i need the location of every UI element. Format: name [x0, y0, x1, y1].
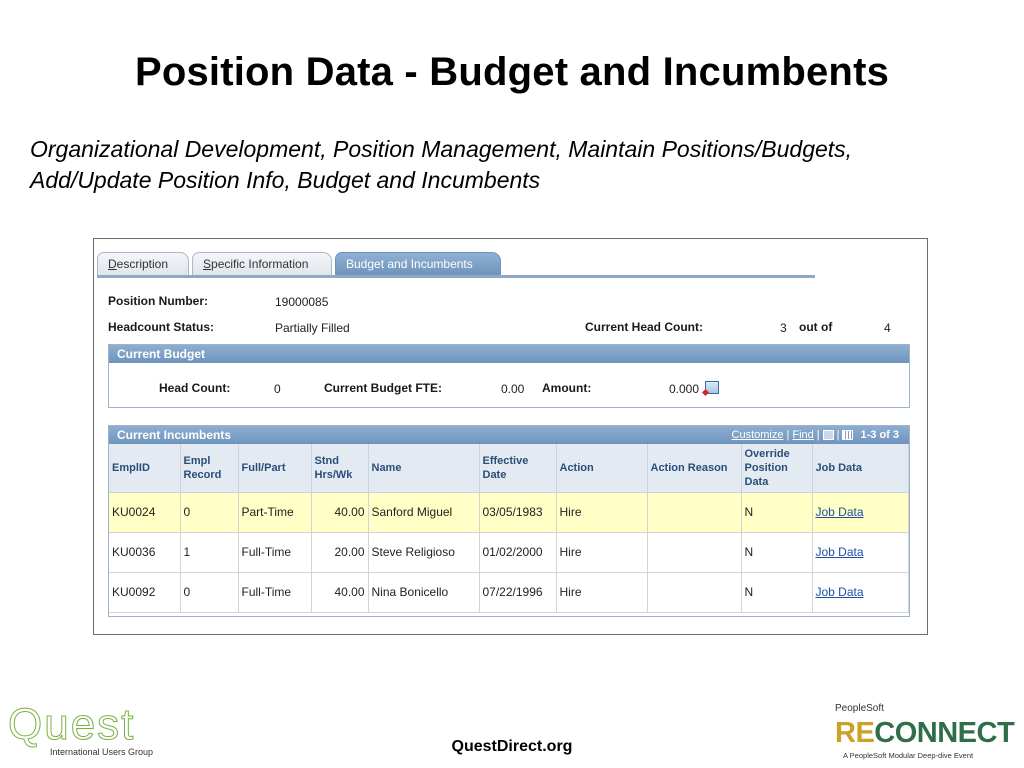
current-budget-box — [108, 344, 910, 408]
cell-action: Hire — [556, 492, 647, 532]
cell-action-reason — [647, 572, 741, 612]
cell-name: Sanford Miguel — [368, 492, 479, 532]
budget-amount-value: 0.000 — [669, 382, 700, 396]
cell-empl-record: 1 — [180, 532, 238, 572]
cell-empl-record: 0 — [180, 572, 238, 612]
col-emplid: EmplID — [109, 444, 180, 492]
cell-job-data — [812, 572, 909, 612]
nav-separator: | — [816, 429, 820, 441]
view-all-icon[interactable] — [823, 430, 834, 440]
col-full-part: Full/Part — [238, 444, 311, 492]
current-head-count-value: 3 — [780, 321, 787, 335]
budget-fte-value: 0.00 — [501, 382, 525, 396]
reconnect-rest: CONNECT — [874, 717, 1015, 749]
incumbents-table — [109, 444, 909, 613]
cell-effective-date: 03/05/1983 — [479, 492, 556, 532]
position-number-label: Position Number: — [108, 294, 209, 308]
reconnect-peoplesoft: PeopleSoft — [835, 703, 884, 714]
tab-strip — [97, 252, 817, 276]
out-of-value: 4 — [884, 321, 891, 335]
headcount-status-value: Partially Filled — [275, 321, 350, 335]
budget-head-count-label: Head Count: — [159, 381, 231, 395]
slide-subtitle — [30, 134, 990, 196]
cell-job-data — [812, 532, 909, 572]
table-row — [109, 492, 909, 532]
table-header-row — [109, 444, 909, 492]
current-incumbents-title: Current Incumbents — [117, 428, 232, 442]
cell-stnd-hrs: 20.00 — [311, 532, 368, 572]
cell-name: Nina Bonicello — [368, 572, 479, 612]
col-stnd-hrs: Stnd Hrs/Wk — [311, 444, 368, 492]
grid-navigation — [732, 429, 899, 441]
table-row — [109, 572, 909, 612]
quest-logo-subtitle: International Users Group — [50, 747, 154, 757]
col-override: Override Position Data — [741, 444, 812, 492]
budget-head-count-value: 0 — [274, 382, 281, 396]
find-link[interactable]: Find — [792, 429, 814, 441]
tab-specific-accesskey: S — [203, 257, 212, 271]
cell-emplid: KU0024 — [109, 492, 180, 532]
subtitle-line-2: Add/Update Position Info, Budget and Incumbents — [30, 167, 541, 193]
grid-icon[interactable] — [842, 430, 853, 440]
cell-override: N — [741, 492, 812, 532]
cell-emplid: KU0092 — [109, 572, 180, 612]
peoplesoft-screenshot — [93, 238, 928, 635]
cell-full-part: Part-Time — [238, 492, 311, 532]
current-head-count-label: Current Head Count: — [585, 320, 703, 334]
slide-title: Position Data - Budget and Incumbents — [134, 50, 890, 94]
cell-override: N — [741, 532, 812, 572]
col-action-reason: Action Reason — [647, 444, 741, 492]
cell-effective-date: 01/02/2000 — [479, 532, 556, 572]
cell-stnd-hrs: 40.00 — [311, 572, 368, 612]
tab-specific-information[interactable] — [192, 252, 332, 276]
current-incumbents-header — [109, 426, 909, 444]
tab-description[interactable] — [97, 252, 189, 276]
cell-action: Hire — [556, 572, 647, 612]
current-budget-header: Current Budget — [109, 345, 909, 363]
col-job-data: Job Data — [812, 444, 909, 492]
cell-full-part: Full-Time — [238, 572, 311, 612]
cell-stnd-hrs: 40.00 — [311, 492, 368, 532]
current-incumbents-box — [108, 425, 910, 617]
col-empl-record: Empl Record — [180, 444, 238, 492]
tab-underline — [97, 275, 815, 278]
budget-fte-label: Current Budget FTE: — [324, 381, 442, 395]
cell-action-reason — [647, 492, 741, 532]
nav-separator: | — [836, 429, 840, 441]
cell-emplid: KU0036 — [109, 532, 180, 572]
tab-budget-label: Budget and Incumbents — [346, 257, 473, 271]
tab-description-accesskey: D — [108, 257, 117, 271]
reconnect-word — [835, 717, 1014, 750]
cell-effective-date: 07/22/1996 — [479, 572, 556, 612]
reconnect-re: RE — [835, 717, 875, 749]
quest-logo-word: Quest — [8, 700, 136, 749]
tab-description-label: escription — [116, 257, 169, 271]
cell-name: Steve Religioso — [368, 532, 479, 572]
cell-job-data — [812, 492, 909, 532]
reconnect-logo — [835, 703, 1021, 763]
job-data-link[interactable]: Job Data — [815, 585, 864, 599]
tab-specific-label: pecific Information — [211, 257, 309, 271]
table-row — [109, 532, 909, 572]
cell-full-part: Full-Time — [238, 532, 311, 572]
row-count: 1-3 of 3 — [860, 429, 899, 441]
position-number-value: 19000085 — [275, 295, 329, 309]
budget-amount-label: Amount: — [542, 381, 592, 395]
out-of-label: out of — [799, 320, 833, 334]
cell-override: N — [741, 572, 812, 612]
footer-url: QuestDirect.org — [451, 738, 573, 755]
job-data-link[interactable]: Job Data — [815, 505, 864, 519]
col-effective-date: Effective Date — [479, 444, 556, 492]
headcount-status-label: Headcount Status: — [108, 320, 215, 334]
calculator-icon[interactable] — [705, 381, 719, 394]
col-action: Action — [556, 444, 647, 492]
col-name: Name — [368, 444, 479, 492]
subtitle-line-1: Organizational Development, Position Management, Maintain Positions/Budgets, — [30, 136, 853, 162]
nav-separator: | — [786, 429, 790, 441]
cell-action: Hire — [556, 532, 647, 572]
reconnect-subtitle: A PeopleSoft Modular Deep-dive Event — [843, 751, 974, 760]
tab-budget-and-incumbents[interactable] — [335, 252, 501, 276]
cell-empl-record: 0 — [180, 492, 238, 532]
job-data-link[interactable]: Job Data — [815, 545, 864, 559]
cell-action-reason — [647, 532, 741, 572]
customize-link[interactable]: Customize — [731, 429, 784, 441]
